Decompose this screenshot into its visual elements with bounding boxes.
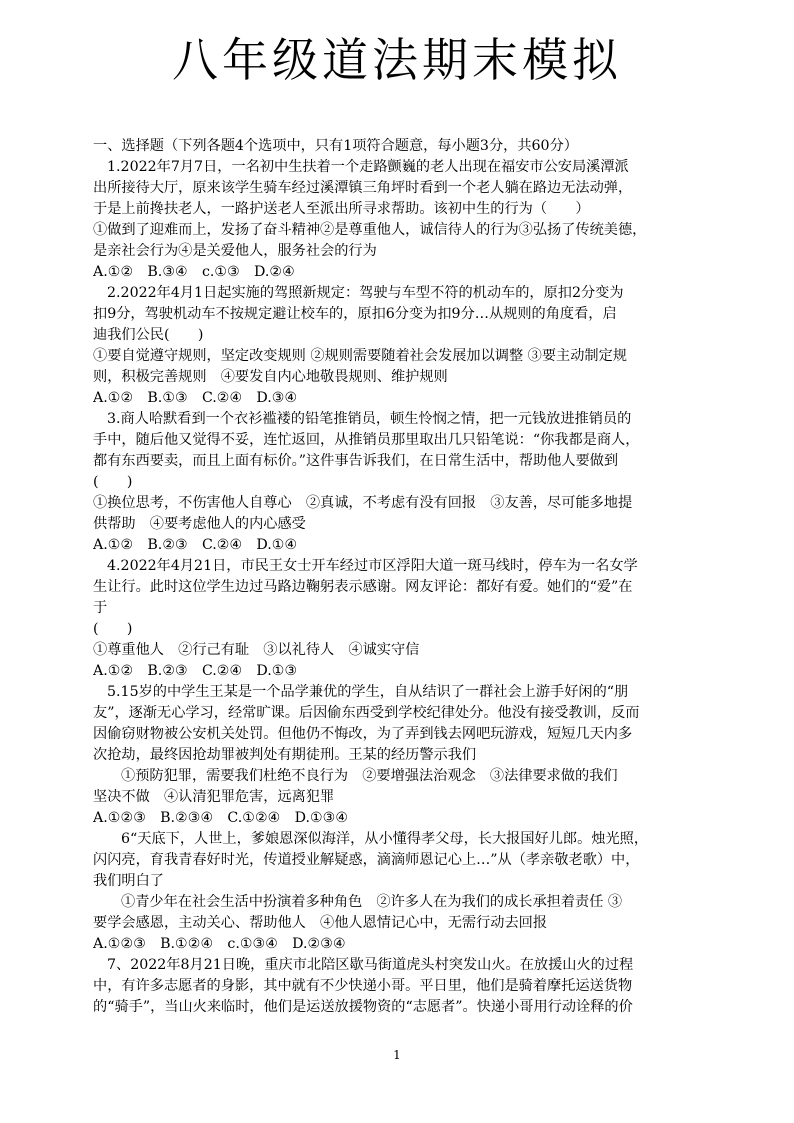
- text-line: 都有东西要卖，而且上面有标价。”这件事告诉我们，在日常生活中，帮助他人要做到: [93, 453, 619, 469]
- text-line: 手中，随后他又觉得不妥，连忙返回，从推销员那里取出几只铅笔说：“你我都是商人，: [93, 432, 640, 448]
- text-line: 扣9分，驾驶机动车不按规定避让校车的，原扣6分变为扣9分…从规则的角度看，启: [93, 306, 617, 322]
- document-body: [93, 136, 707, 1018]
- text-line: 的“骑手”，当山火来临时，他们是运送放援物资的“志愿者”。快递小哥用行动诠释的价: [93, 999, 633, 1015]
- text-line: 于是上前搀扶老人，一路护送老人至派出所寻求帮助。该初中生的行为（ ）: [93, 201, 590, 217]
- text-line: 7、2022年8月21日晚，重庆市北陪区歇马街道虎头村突发山火。在放援山火的过程: [107, 957, 634, 973]
- text-line: 闪闪亮，育我青春好时光，传道授业解疑惑，滴滴师恩记心上…”从（孝亲敬老歌）中，: [93, 852, 640, 868]
- text-line: 是亲社会行为④是关爱他人，服务社会的行为: [93, 243, 377, 259]
- text-line: A.①② B.①③ C.②④ D.③④: [93, 390, 298, 406]
- text-line: 供帮助 ④要考虑他人的内心感受: [93, 516, 306, 532]
- text-line: 4.2022年4月21日，市民王女士开车经过市区浮阳大道一斑马线时，停车为一名女学: [107, 558, 638, 574]
- text-line: 则，积极完善规则 ④要发自内心地敬畏规则、维护规则: [93, 369, 448, 385]
- text-line: 要学会感恩，主动关心、帮助他人 ④他人恩情记心中，无需行动去回报: [93, 915, 548, 931]
- text-line: 迪我们公民( ): [93, 327, 204, 343]
- text-line: ①做到了迎难而上，发扬了奋斗精神②是尊重他人，诚信待人的行为③弘扬了传统美德，: [93, 222, 647, 238]
- text-line: 生让行。此时这位学生边过马路边鞠躬表示感谢。网友评论：都好有爱。她们的“爱”在: [93, 579, 633, 595]
- text-line: ①青少年在社会生活中扮演着多种角色 ②许多人在为我们的成长承担着责任 ③: [121, 894, 623, 910]
- text-line: 因偷窃财物被公安机关处罚。但他仍不悔改，为了弄到钱去网吧玩游戏，短短几天内多: [93, 726, 633, 742]
- text-line: 1.2022年7月7日，一名初中生扶着一个走路颤巍的老人出现在福安市公安局溪潭派: [107, 159, 629, 175]
- text-line: 坚决不做 ④认清犯罪危害，远离犯罪: [93, 789, 335, 805]
- text-line: 次抢劫，最终因抢劫罪被判处有期徒刑。王某的经历警示我们: [93, 747, 477, 763]
- text-line: A.①②③ B.①②④ c.①③④ D.②③④: [93, 936, 346, 952]
- text-line: A.①② B.③④ c.①③ D.②④: [93, 264, 295, 280]
- text-line: A.①② B.②③ C.②④ D.①④: [93, 537, 298, 553]
- text-line: ①要自觉遵守规则，坚定改变规则 ②规则需要随着社会发展加以调整 ③要主动制定规: [93, 348, 627, 364]
- text-line: 于: [93, 600, 108, 616]
- text-line: ①预防犯罪，需要我们杜绝不良行为 ②要增强法治观念 ③法律要求做的我们: [121, 768, 618, 784]
- text-line: 一、选择题（下列各题4个选项中，只有1项符合题意，每小题3分，共60分）: [93, 138, 578, 154]
- text-line: ( ): [93, 621, 133, 637]
- page-title: 八年级道法期末模拟: [172, 33, 622, 87]
- text-line: 3.商人哈默看到一个衣衫褴褛的铅笔推销员，顿生怜悯之情，把一元钱放进推销员的: [107, 411, 632, 427]
- text-line: ①换位思考，不伤害他人自尊心 ②真诚，不考虑有没有回报 ③友善，尽可能多地提: [93, 495, 633, 511]
- text-line: 友”，逐渐无心学习，经常旷课。后因偷东西受到学校纪律处分。他没有接受教训，反而: [93, 705, 640, 721]
- text-line: 2.2022年4月1日起实施的驾照新规定：驾驶与车型不符的机动车的，原扣2分变为: [107, 285, 624, 301]
- text-line: A.①②③ B.②③④ C.①②④ D.①③④: [93, 810, 349, 826]
- text-line: ①尊重他人 ②行己有耻 ③以礼待人 ④诚实守信: [93, 642, 420, 658]
- text-line: ( ): [93, 474, 133, 490]
- text-line: A.①② B.②③ C.②④ D.①③: [93, 663, 298, 679]
- text-line: 5.15岁的中学生王某是一个品学兼优的学生，自从结识了一群社会上游手好闲的“朋: [107, 684, 629, 700]
- text-line: 中，有许多志愿者的身影，其中就有不少快递小哥。平日里，他们是骑着摩托运送货物: [93, 978, 633, 994]
- page-number: 1: [393, 1048, 401, 1062]
- text-line: 6“天底下，人世上，爹娘恩深似海洋，从小懂得孝父母，长大报国好儿郎。烛光照，: [121, 831, 649, 847]
- text-line: 我们明白了: [93, 873, 164, 889]
- text-line: 出所接待大厅，原来该学生骑车经过溪潭镇三角坪时看到一个老人躺在路边无法动弹，: [93, 180, 633, 196]
